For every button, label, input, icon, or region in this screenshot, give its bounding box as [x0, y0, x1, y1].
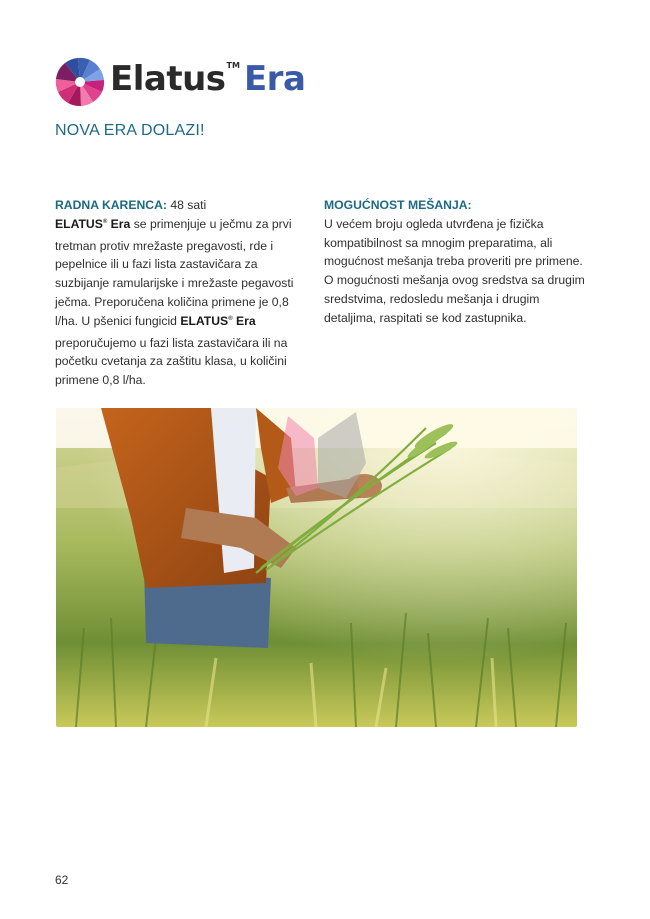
brand-name: Elatus	[110, 59, 226, 99]
right-column	[324, 196, 586, 328]
registered-mark: ®	[102, 218, 108, 225]
farmer-in-field-image	[56, 408, 577, 727]
karenca-line	[55, 196, 313, 215]
karenca-heading: RADNA KARENCA:	[55, 198, 167, 212]
left-column	[55, 196, 313, 390]
brand-ref-sub: Era	[107, 216, 131, 231]
brand-ref-sub: Era	[232, 313, 256, 328]
registered-mark: ®	[228, 315, 233, 322]
wheat-field-photo	[56, 408, 577, 727]
usage-text-2: preporučujemo u fazi lista zastavičara ili na početku cvetanja za zaštitu klasa, u količini primene 0,8 l/ha.	[55, 335, 288, 388]
trademark-mark: TM	[226, 60, 240, 70]
brand-sub: Era	[243, 59, 306, 99]
brand-ref: ELATUS	[180, 313, 229, 328]
usage-paragraph	[55, 215, 313, 390]
brand-ref: ELATUS	[55, 216, 103, 231]
mixing-text: U većem broju ogleda utvrđena je fizička kompatibilnost sa mnogim preparatima, ali mogućnost mešanja treba proveriti pre primene. O mogućnosti mešanja ovog sredstva sa drugim sredstvima, redosledu mešanja i drugim detaljima, raspitati se kod zastupnika.	[324, 216, 585, 325]
elatus-flower-icon	[54, 55, 106, 107]
page-number: 62	[55, 873, 69, 887]
usage-text-1: se primenjuje u ječmu za prvi tretman protiv mrežaste pregavosti, rde i pepelnice ili u fazi lista zastavičara za suzbijanje ramularijske i mrežaste pegavosti ječma. Preporučena količina primene je 0,8 l/ha. U pšenici fungicid	[55, 216, 294, 328]
mixing-heading: MOGUĆNOST MEŠANJA:	[324, 198, 472, 212]
karenca-value: 48 sati	[166, 198, 207, 212]
brand-logo	[54, 54, 305, 108]
tagline: NOVA ERA DOLAZI!	[55, 122, 205, 139]
